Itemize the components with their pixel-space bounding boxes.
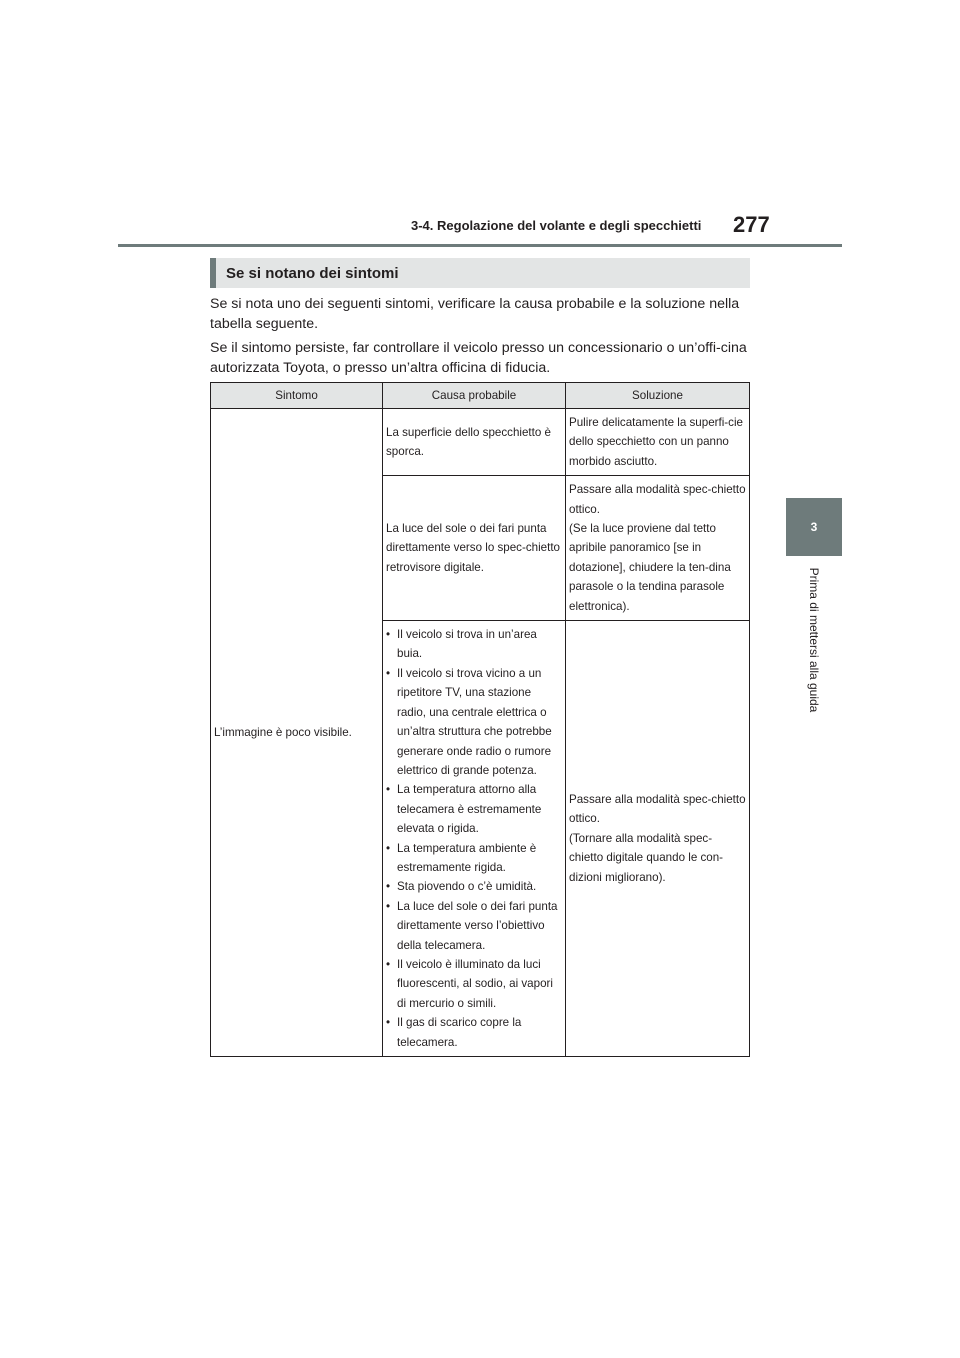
intro-paragraph-2: Se il sintomo persiste, far controllare il veicolo presso un concessionario o un’offi-cina autorizzata Toyota, o presso un’altra officina di fiducia. bbox=[210, 340, 747, 376]
header-solution: Soluzione bbox=[566, 383, 750, 409]
list-item: • Il veicolo si trova in un’area buia. bbox=[386, 625, 562, 664]
list-item: • La temperatura ambiente è estremamente rigida. bbox=[386, 839, 562, 878]
header-symptom: Sintomo bbox=[211, 383, 383, 409]
chapter-tab bbox=[786, 498, 842, 556]
solution-line: (Se la luce proviene dal tetto apribile panoramico [se in dotazione], chiudere la ten-dina parasole o la tendina parasole elettronica). bbox=[569, 522, 731, 613]
solution-cell bbox=[566, 476, 750, 621]
page-number: 277 bbox=[733, 212, 770, 237]
symptom-cell: L’immagine è poco visibile. bbox=[211, 409, 383, 1057]
solution-line: (Tornare alla modalità spec-chietto digitale quando le con-dizioni migliorano). bbox=[569, 831, 724, 884]
intro-paragraph-1: Se si nota uno dei seguenti sintomi, verificare la causa probabile e la soluzione nella tabella seguente. bbox=[210, 296, 740, 332]
list-item: • Il veicolo si trova vicino a un ripetitore TV, una stazione radio, una centrale elettrica o un’altra struttura che potrebbe generare onde radio o rumore elettrico di grande potenza. bbox=[386, 664, 562, 780]
cause-cell: La superficie dello specchietto è sporca. bbox=[383, 409, 566, 476]
header-rule bbox=[118, 244, 842, 247]
list-item: • Sta piovendo o c’è umidità. bbox=[386, 877, 562, 896]
solution-cell bbox=[566, 621, 750, 1057]
header-cause: Causa probabile bbox=[383, 383, 566, 409]
section-title: Se si notano dei sintomi bbox=[226, 264, 399, 282]
chapter-label: Prima di mettersi alla guida bbox=[807, 567, 821, 713]
running-header-title: 3-4. Regolazione del volante e degli specchietti bbox=[411, 218, 702, 233]
cause-cell: La luce del sole o dei fari punta direttamente verso lo spec-chietto retrovisore digitale. bbox=[383, 476, 566, 621]
list-item: • Il veicolo è illuminato da luci fluorescenti, al sodio, ai vapori di mercurio o simili. bbox=[386, 955, 562, 1013]
table-header-row bbox=[211, 383, 750, 409]
solution-cell: Pulire delicatamente la superfi-cie dello specchietto con un panno morbido asciutto. bbox=[566, 409, 750, 476]
list-item: • La luce del sole o dei fari punta direttamente verso l’obiettivo della telecamera. bbox=[386, 897, 562, 955]
cause-list bbox=[386, 625, 562, 1052]
table-row bbox=[211, 409, 750, 476]
list-item: • La temperatura attorno alla telecamera è estremamente elevata o rigida. bbox=[386, 780, 562, 838]
section-heading-bar bbox=[210, 258, 216, 288]
solution-line: Passare alla modalità spec-chietto ottico. bbox=[569, 483, 746, 516]
section-heading-box bbox=[210, 258, 750, 288]
solution-line: Passare alla modalità spec-chietto ottico. bbox=[569, 793, 746, 826]
chapter-number: 3 bbox=[810, 520, 818, 534]
list-item: • Il gas di scarico copre la telecamera. bbox=[386, 1013, 562, 1052]
cause-cell bbox=[383, 621, 566, 1057]
symptoms-table bbox=[210, 382, 750, 1057]
